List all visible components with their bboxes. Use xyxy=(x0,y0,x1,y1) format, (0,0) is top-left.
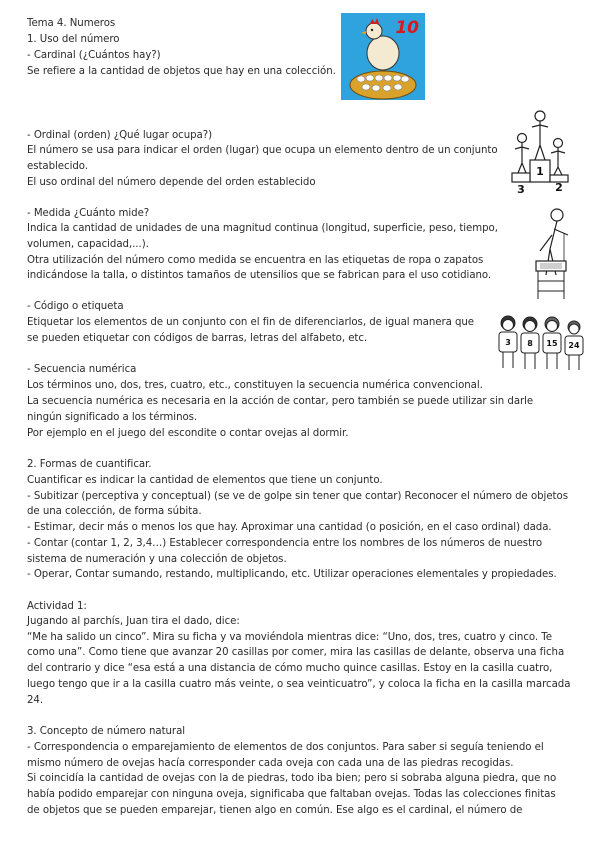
ordinal-text-line: establecido. xyxy=(27,161,88,172)
cardinal-title: - Cardinal (¿Cuántos hay?) xyxy=(27,50,161,61)
codigo-text-line: se pueden etiquetar con códigos de barras, letras del alfabeto, etc. xyxy=(27,333,368,344)
medida-text-line: Otra utilización del número como medida se encuentra en las etiquetas de ropa o zapatos xyxy=(27,255,484,266)
section-3-heading: 3. Concepto de número natural xyxy=(27,726,186,737)
section-1-heading: 1. Uso del número xyxy=(27,34,120,45)
jersey-number: 3 xyxy=(505,338,511,347)
medida-text-line: Indica la cantidad de unidades de una magnitud continua (longitud, superficie, peso, tiempo, xyxy=(27,223,498,234)
number-ten-label: 10 xyxy=(395,18,419,38)
secuencia-text-line: ningún significado a los términos. xyxy=(27,412,198,423)
section-2-text-line: de una colección, de forma súbita. xyxy=(27,506,202,517)
actividad-heading: Actividad 1: xyxy=(27,601,87,612)
hen-with-eggs-illustration xyxy=(341,13,425,100)
secuencia-text-line: La secuencia numérica es necesaria en la acción de contar, pero también se puede utilizar sin darle xyxy=(27,396,534,407)
actividad-text-line: Jugando al parchís, Juan tira el dado, dice: xyxy=(27,616,240,627)
section-3-text-line: de objetos que se pueden emparejar, tienen algo en común. Ese algo es el cardinal, el número de xyxy=(27,805,523,816)
section-3-text-line: había podido emparejar con ninguna oveja, significaba que faltaban ovejas. Todas las colecciones finitas xyxy=(27,789,556,800)
section-2-text-line: - Contar (contar 1, 2, 3,4…) Establecer correspondencia entre los nombres de los números de nuestro xyxy=(27,538,543,549)
secuencia-text-line: Por ejemplo en el juego del escondite o contar ovejas al dormir. xyxy=(27,428,349,439)
winner-head xyxy=(535,111,545,121)
actividad-text-line: 24. xyxy=(27,695,44,706)
podium-label-second: 2 xyxy=(555,181,563,194)
person-head xyxy=(551,209,563,221)
section-2-text-line: - Estimar, decir más o menos los que hay. Aproximar una cantidad (o posición, en el caso ordinal) dada. xyxy=(27,522,552,533)
podium-label-third: 3 xyxy=(517,183,525,196)
hen-body-icon xyxy=(367,36,399,70)
section-2-text-line: Cuantificar es indicar la cantidad de elementos que tiene un conjunto. xyxy=(27,475,383,486)
nest-icon xyxy=(350,71,416,99)
codigo-text-line: Etiquetar los elementos de un conjunto con el fin de diferenciarlos, de igual manera que xyxy=(27,317,475,328)
document-title: Tema 4. Numeros xyxy=(27,18,116,29)
jersey-number: 24 xyxy=(568,341,580,350)
ordinal-text-line: El uso ordinal del número depende del orden establecido xyxy=(27,177,316,188)
actividad-text-line: del contrario y dice “esa está a una distancia de cómo mucho quince casillas. Estoy en la casilla cuatro, xyxy=(27,663,553,674)
kids-jerseys-illustration xyxy=(494,314,588,376)
jersey-number: 8 xyxy=(527,339,533,348)
secuencia-title: - Secuencia numérica xyxy=(27,364,137,375)
section-2-text-line: sistema de numeración y una colección de objetos. xyxy=(27,554,287,565)
secuencia-text-line: Los términos uno, dos, tres, cuatro, etc., constituyen la secuencia numérica convencional. xyxy=(27,380,483,391)
actividad-text-line: “Me ha salido un cinco”. Mira su ficha y va moviéndola mientras dice: “Uno, dos, tres, cuatro y cinco. Te xyxy=(27,632,552,643)
section-3-text-line: Si coincidía la cantidad de ovejas con la de piedras, todo iba bien; pero si sobraba alguna piedra, que no xyxy=(27,773,557,784)
medida-text-line: indicándose la talla, o distintos tamaños de utensilios que se fabrican para el uso cotidiano. xyxy=(27,270,492,281)
jersey-number: 15 xyxy=(546,339,558,348)
section-3-text-line: mismo número de ovejas hacía corresponder cada oveja con cada una de las piedras recogidas. xyxy=(27,758,514,769)
codigo-title: - Código o etiqueta xyxy=(27,301,124,312)
actividad-text-line: como una”. Como tiene que avanzar 20 casillas por comer, mira las casillas de delante, observa una ficha xyxy=(27,647,565,658)
medida-text-line: volumen, capacidad,...). xyxy=(27,239,149,250)
medida-title: - Medida ¿Cuánto mide? xyxy=(27,208,150,219)
section-2-text-line: - Operar, Contar sumando, restando, multiplicando, etc. Utilizar operaciones elementales y propiedades. xyxy=(27,569,557,580)
measuring-person-illustration xyxy=(528,205,574,305)
section-2-text-line: - Subitizar (perceptiva y conceptual) (se ve de golpe sin tener que contar) Reconocer el número de objetos xyxy=(27,491,568,502)
podium-third xyxy=(512,173,530,182)
section-3-text-line: - Correspondencia o emparejamiento de elementos de dos conjuntos. Para saber si seguía teniendo el xyxy=(27,742,544,753)
actividad-text-line: luego tengo que ir a la casilla cuatro más veinte, o sea veinticuatro”, y coloca la ficha en la casilla marcada xyxy=(27,679,571,690)
podium-illustration xyxy=(510,105,570,197)
hen-head-icon xyxy=(366,23,382,39)
podium-label-first: 1 xyxy=(536,165,544,178)
section-2-heading: 2. Formas de cuantificar. xyxy=(27,459,152,470)
cardinal-text: Se refiere a la cantidad de objetos que hay en una colección. xyxy=(27,66,336,77)
ordinal-title: - Ordinal (orden) ¿Qué lugar ocupa?) xyxy=(27,130,213,141)
ordinal-text-line: El número se usa para indicar el orden (lugar) que ocupa un elemento dentro de un conjunto xyxy=(27,145,498,156)
